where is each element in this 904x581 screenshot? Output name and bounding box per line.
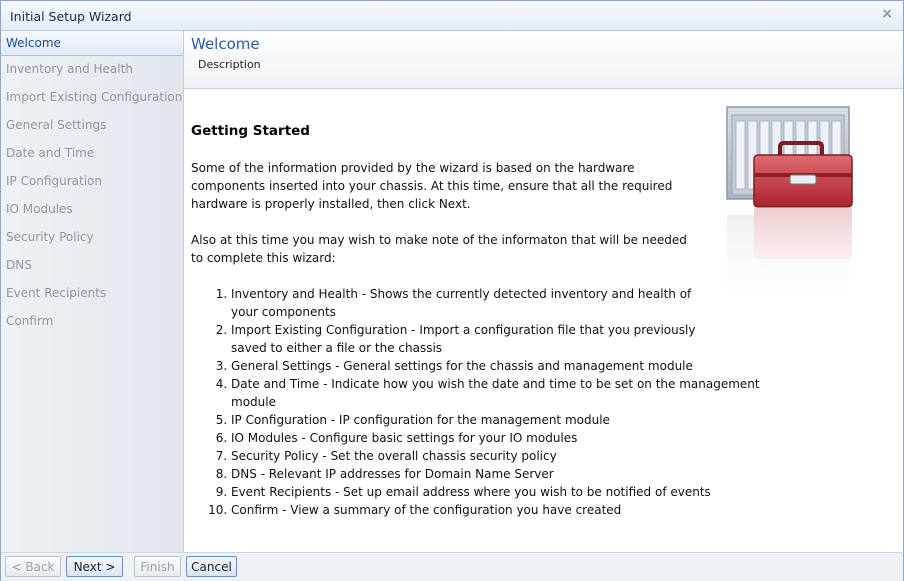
- steps-list: [191, 285, 791, 519]
- sidebar-item-inventory-and-health[interactable]: Inventory and Health: [6, 62, 133, 76]
- next-button[interactable]: Next >: [66, 556, 123, 577]
- title-bar: [1, 1, 903, 31]
- list-item: 9. Event Recipients - Set up email address where you wish to be notified of events: [231, 483, 791, 501]
- content-heading: Getting Started: [191, 123, 310, 139]
- sidebar-item-dns[interactable]: DNS: [6, 258, 32, 272]
- page-title: Welcome: [191, 35, 260, 53]
- back-button[interactable]: < Back: [5, 556, 61, 577]
- close-icon[interactable]: ×: [881, 6, 893, 22]
- cancel-button[interactable]: Cancel: [186, 556, 237, 577]
- step-header: [184, 31, 903, 89]
- list-item: 3. General Settings - General settings for the chassis and management module: [231, 357, 791, 375]
- sidebar-item-import-existing-configuration[interactable]: Import Existing Configuration: [6, 90, 183, 104]
- sidebar-item-event-recipients[interactable]: Event Recipients: [6, 286, 107, 300]
- list-item: 10. Confirm - View a summary of the configuration you have created: [231, 501, 791, 519]
- list-item: 2. Import Existing Configuration - Import a configuration file that you previously saved to either a file or the chassis: [231, 321, 711, 357]
- list-item: 4. Date and Time - Indicate how you wish the date and time to be set on the management module: [231, 375, 791, 411]
- sidebar-item-date-and-time[interactable]: Date and Time: [6, 146, 95, 160]
- sidebar-item-confirm[interactable]: Confirm: [6, 314, 54, 328]
- intro-paragraph: Some of the information provided by the wizard is based on the hardware components inserted into your chassis. At this time, ensure that all the required hardware is properly installed, then click Next.: [191, 161, 673, 211]
- window-title: Initial Setup Wizard: [10, 9, 132, 24]
- sidebar-item-security-policy[interactable]: Security Policy: [6, 230, 94, 244]
- note-paragraph: Also at this time you may wish to make note of the informaton that will be needed to complete this wizard:: [191, 233, 687, 265]
- sidebar-item-welcome[interactable]: Welcome: [1, 31, 183, 56]
- page-description: Description: [198, 58, 261, 71]
- wizard-footer: [1, 552, 903, 581]
- list-item: 7. Security Policy - Set the overall chassis security policy: [231, 447, 791, 465]
- list-item: 6. IO Modules - Configure basic settings for your IO modules: [231, 429, 791, 447]
- wizard-steps-sidebar: [1, 31, 184, 552]
- sidebar-item-general-settings[interactable]: General Settings: [6, 118, 107, 132]
- finish-button[interactable]: Finish: [134, 556, 181, 577]
- toolbox-chassis-icon: [724, 103, 856, 303]
- sidebar-item-io-modules[interactable]: IO Modules: [6, 202, 73, 216]
- list-item: 8. DNS - Relevant IP addresses for Domain Name Server: [231, 465, 791, 483]
- sidebar-item-ip-configuration[interactable]: IP Configuration: [6, 174, 102, 188]
- step-content: [184, 89, 903, 552]
- list-item: 5. IP Configuration - IP configuration for the management module: [231, 411, 791, 429]
- list-item: 1. Inventory and Health - Shows the currently detected inventory and health of your components: [231, 285, 711, 321]
